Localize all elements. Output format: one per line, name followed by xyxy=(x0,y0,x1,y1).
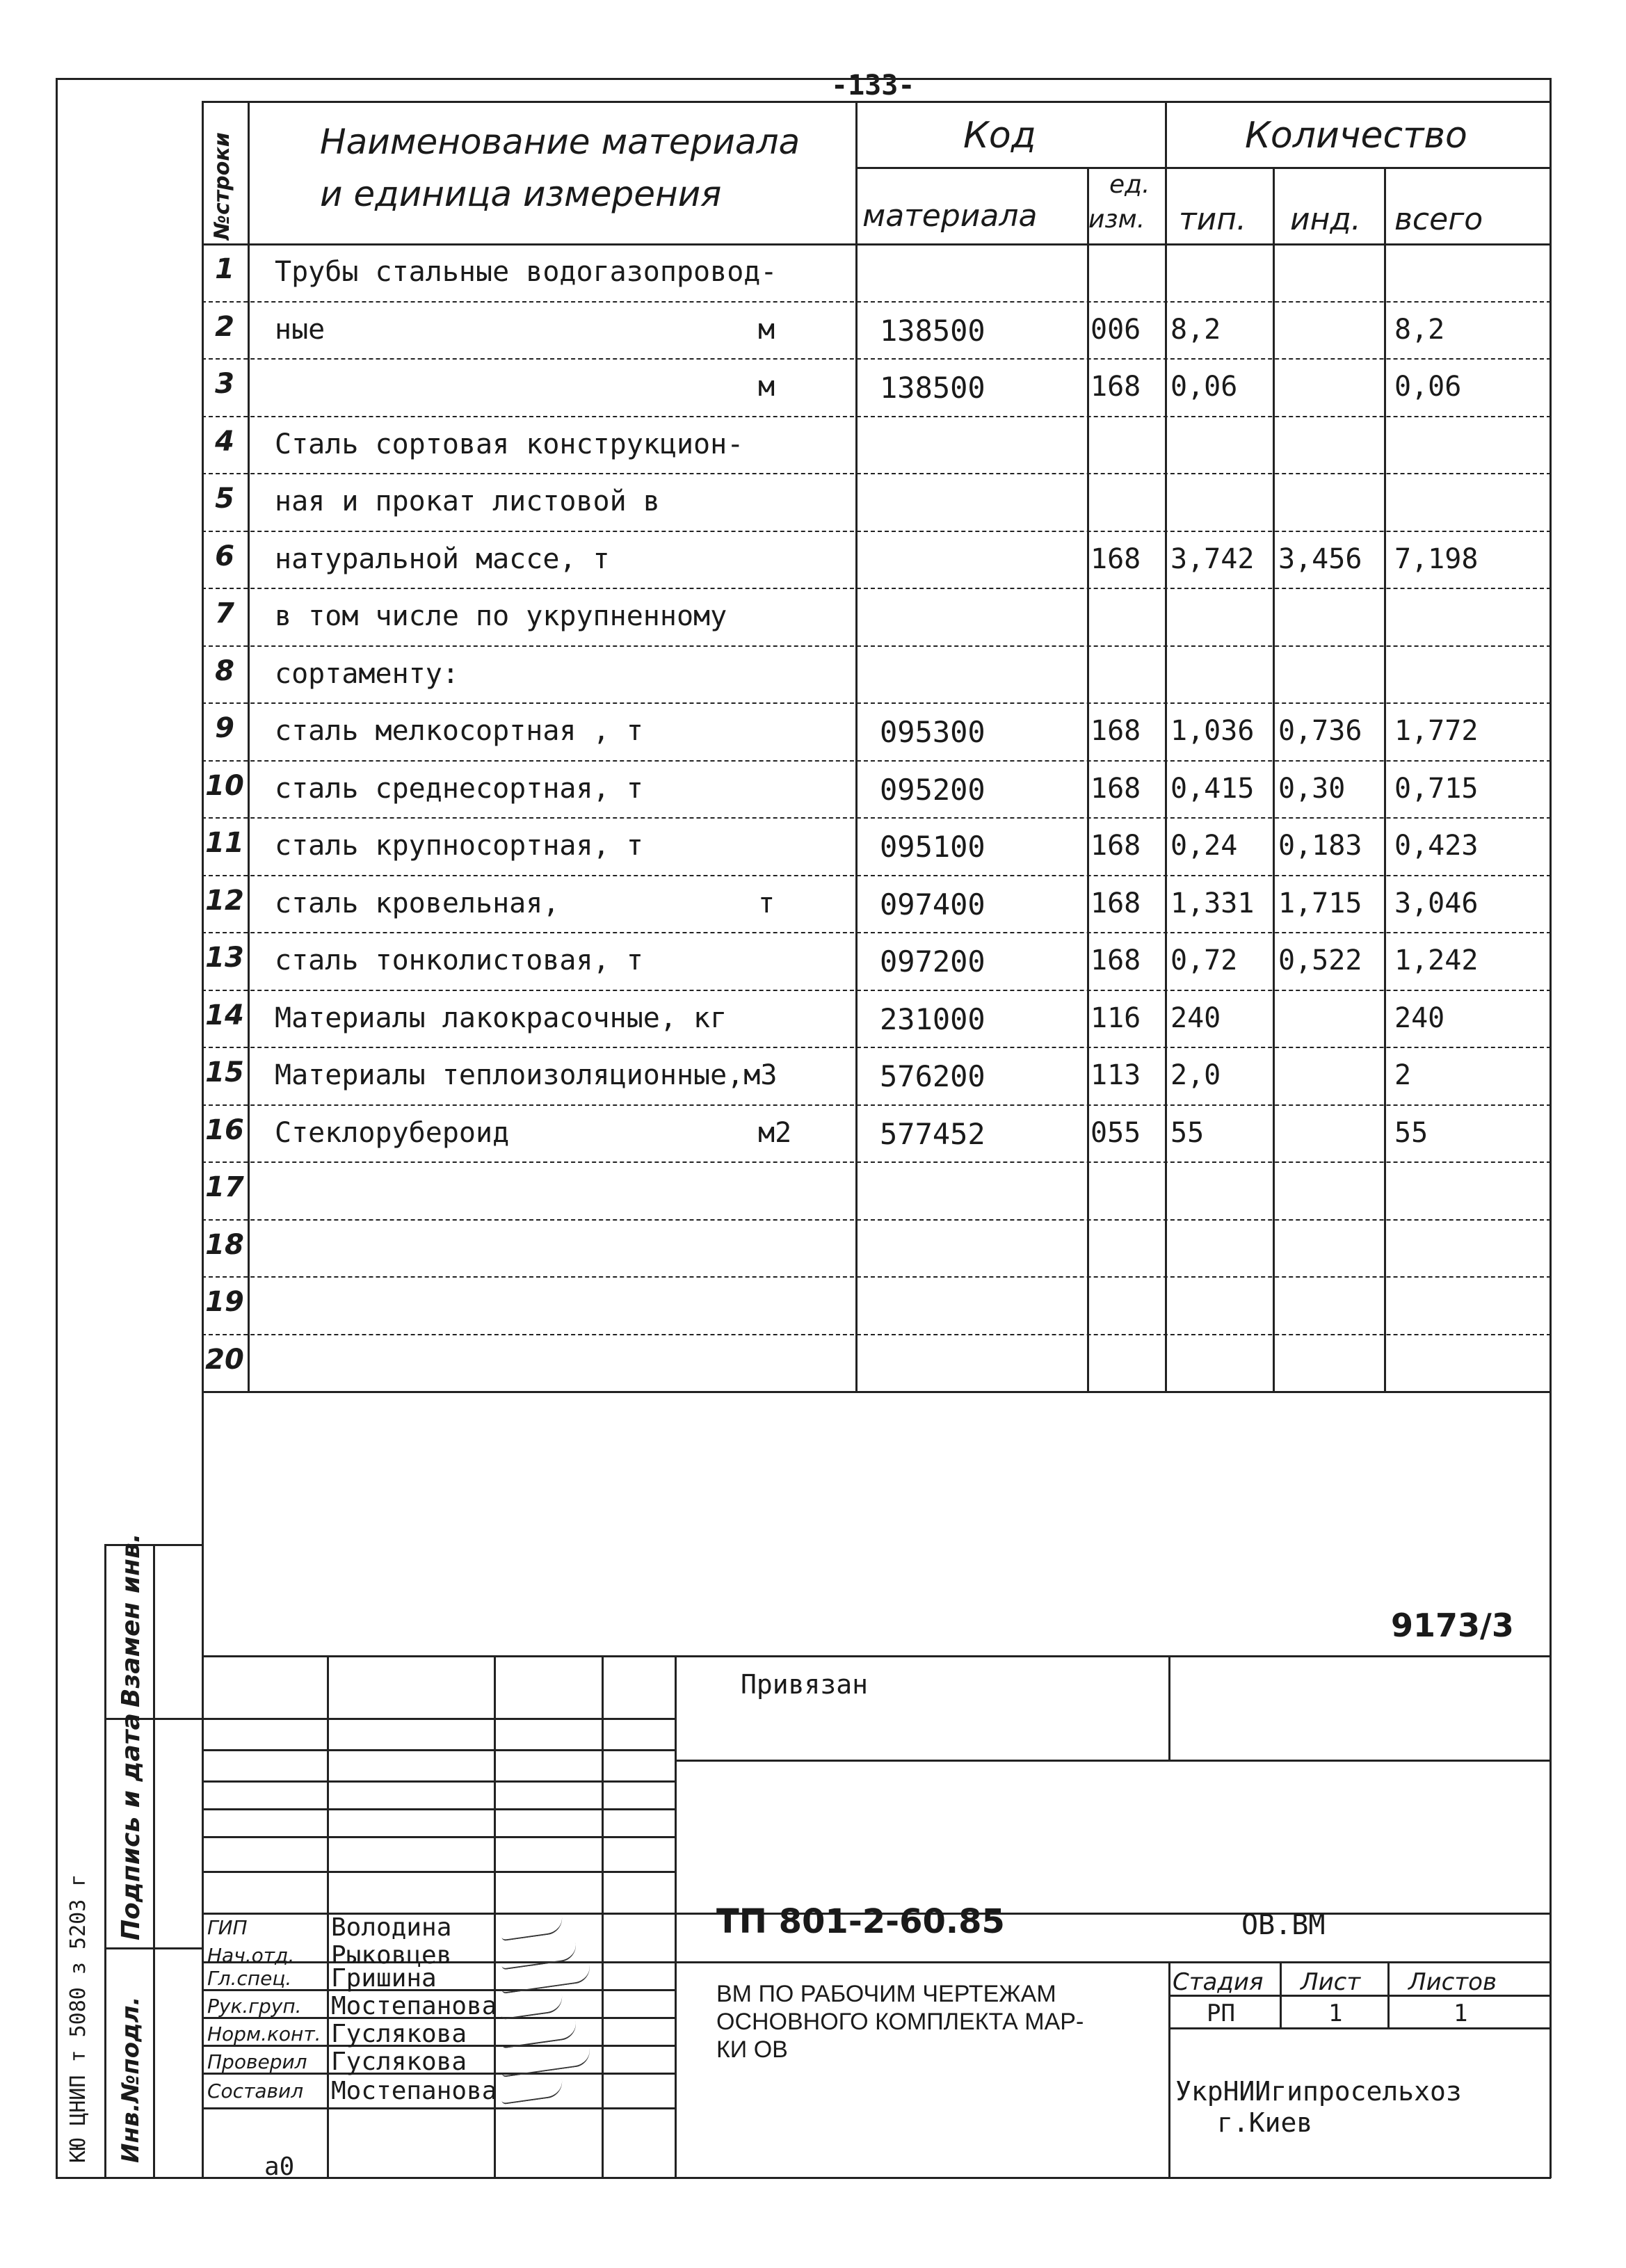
row-total: 240 xyxy=(1394,1002,1445,1034)
row-total: 8,2 xyxy=(1394,313,1445,346)
row-ind: 0,30 xyxy=(1278,772,1346,805)
row-separator xyxy=(202,416,1551,417)
row-separator xyxy=(202,702,1551,704)
row-separator xyxy=(202,1104,1551,1106)
row-name: Сталь сортовая конструкцион- xyxy=(275,428,744,460)
side-strip-sep2 xyxy=(104,1947,202,1949)
stamp-stage: РП xyxy=(1207,2000,1235,2027)
stamp-sheet-label: Лист xyxy=(1301,1968,1361,1996)
stamp-stage-bottom xyxy=(1168,2027,1551,2029)
row-number: 10 xyxy=(205,769,244,802)
row-total: 0,06 xyxy=(1394,371,1462,403)
row-typ: 3,742 xyxy=(1170,542,1255,575)
row-number: 4 xyxy=(215,425,234,458)
row-total: 0,423 xyxy=(1394,830,1479,862)
stamp-sheets: 1 xyxy=(1454,2000,1468,2027)
row-separator xyxy=(202,932,1551,933)
side-strip-line1 xyxy=(104,1544,106,2177)
row-name: Материалы теплоизоляционные,м3 xyxy=(275,1059,778,1091)
table-top-border xyxy=(202,101,1551,103)
stamp-stage-label: Стадия xyxy=(1173,1968,1264,1996)
row-separator xyxy=(202,1334,1551,1335)
stamp-col-privyazan xyxy=(1168,1655,1170,1760)
row-total: 0,715 xyxy=(1394,772,1479,805)
row-code: 138500 xyxy=(880,313,985,348)
row-separator xyxy=(202,301,1551,303)
stamp-person-role: ГИП xyxy=(207,1916,248,1939)
row-ind: 0,736 xyxy=(1278,715,1362,747)
stamp-col-name xyxy=(327,1655,329,2177)
row-ed: 006 xyxy=(1090,313,1141,346)
row-number: 18 xyxy=(205,1228,244,1261)
row-ed: 168 xyxy=(1090,772,1141,805)
signature-scribble xyxy=(500,1916,564,1941)
row-number: 11 xyxy=(205,827,244,859)
stamp-col-sheet xyxy=(1280,1961,1282,2027)
row-name: сталь тонколистовая, т xyxy=(275,944,643,976)
row-number: 14 xyxy=(205,999,244,1031)
side-strip-line2 xyxy=(153,1544,155,2177)
row-code: 097400 xyxy=(880,887,985,922)
side-inv: Инв.№подл. xyxy=(117,1996,145,2163)
row-name: сталь крупносортная, т xyxy=(275,830,643,862)
row-number: 3 xyxy=(215,368,234,400)
footer-mark: а0 xyxy=(264,2153,295,2181)
stamp-person-role: Гл.спец. xyxy=(207,1967,292,1990)
row-total: 2 xyxy=(1394,1059,1412,1091)
row-typ: 1,036 xyxy=(1170,715,1255,747)
row-total: 3,046 xyxy=(1394,887,1479,919)
frame-left xyxy=(56,78,58,2178)
stamp-title-line2: ОСНОВНОГО КОМПЛЕКТА МАР- xyxy=(716,2009,1084,2035)
row-typ: 0,415 xyxy=(1170,772,1255,805)
row-number: 12 xyxy=(205,884,244,917)
row-code: 097200 xyxy=(880,944,985,979)
row-separator xyxy=(202,817,1551,819)
stamp-person-role: Норм.конт. xyxy=(207,2022,321,2045)
header-mid xyxy=(855,167,1551,169)
col-typ xyxy=(1165,101,1167,1391)
row-code: 576200 xyxy=(880,1059,985,1093)
row-total: 1,772 xyxy=(1394,715,1479,747)
stamp-person-name: Мостепанова xyxy=(331,2077,497,2105)
stamp-top xyxy=(202,1655,1551,1657)
row-unit: т xyxy=(758,887,775,919)
row-number: 13 xyxy=(205,942,244,974)
row-typ: 8,2 xyxy=(1170,313,1221,346)
stamp-person-name: Володина xyxy=(331,1913,452,1942)
side-podpis: Подпись и дата xyxy=(117,1713,145,1940)
row-unit: м xyxy=(758,313,775,346)
table-bottom xyxy=(202,1391,1551,1393)
row-number: 7 xyxy=(215,597,234,629)
row-code: 095300 xyxy=(880,715,985,749)
stamp-sheets-label: Листов xyxy=(1408,1968,1497,1996)
row-ind: 3,456 xyxy=(1278,542,1362,575)
row-code: 231000 xyxy=(880,1002,985,1036)
row-ed: 055 xyxy=(1090,1116,1141,1149)
row-separator xyxy=(202,1219,1551,1221)
row-name: Трубы стальные водогазопровод- xyxy=(275,256,778,288)
stamp-person-role: Составил xyxy=(207,2080,304,2102)
stamp-title-line1: ВМ ПО РАБОЧИМ ЧЕРТЕЖАМ xyxy=(716,1981,1056,2007)
stamp-section: ОВ.ВМ xyxy=(1241,1909,1326,1941)
row-ed: 168 xyxy=(1090,944,1141,976)
stamp-left-row3 xyxy=(202,1780,675,1783)
header-row-no: №строки xyxy=(210,132,234,240)
stamp-col-date xyxy=(602,1655,604,2177)
row-name: сталь кровельная, xyxy=(275,887,560,919)
row-ind: 0,183 xyxy=(1278,830,1362,862)
row-unit: м xyxy=(758,371,775,403)
stamp-person-role: Нач.отд. xyxy=(207,1944,295,1967)
stamp-person-name: Мостепанова xyxy=(331,1992,497,2020)
stamp-person-name: Рыковцев xyxy=(331,1941,452,1970)
row-typ: 2,0 xyxy=(1170,1059,1221,1091)
row-number: 6 xyxy=(215,540,234,572)
row-name: сталь среднесортная, т xyxy=(275,772,643,805)
stamp-people-row7 xyxy=(202,2107,675,2109)
row-name: в том числе по укрупненному xyxy=(275,600,727,632)
stamp-left-row5 xyxy=(202,1836,675,1838)
col-rownum xyxy=(248,101,250,1391)
signature-scribble xyxy=(500,2080,564,2105)
frame-right xyxy=(1549,78,1552,2178)
row-number: 1 xyxy=(215,253,234,285)
row-number: 17 xyxy=(205,1171,244,1203)
header-ind: инд. xyxy=(1290,202,1361,237)
row-name: ные xyxy=(275,313,325,346)
row-separator xyxy=(202,473,1551,474)
row-total: 7,198 xyxy=(1394,542,1479,575)
side-vzam: Взамен инв. xyxy=(117,1533,145,1707)
header-name-line2: и единица измерения xyxy=(320,174,722,214)
row-typ: 0,06 xyxy=(1170,371,1238,403)
row-separator xyxy=(202,760,1551,762)
stamp-col-sheets xyxy=(1387,1961,1390,2027)
signature-scribble xyxy=(500,1995,564,2020)
stamp-col-main xyxy=(675,1655,677,2177)
row-separator xyxy=(202,645,1551,647)
row-number: 15 xyxy=(205,1056,244,1088)
row-total: 1,242 xyxy=(1394,944,1479,976)
row-name: ная и прокат листовой в xyxy=(275,485,660,517)
stamp-person-role: Проверил xyxy=(207,2050,307,2073)
stamp-person-name: Гуслякова xyxy=(331,2020,467,2048)
col-unit xyxy=(1087,167,1089,1391)
stamp-col-stage xyxy=(1168,1961,1170,2177)
row-ed: 168 xyxy=(1090,715,1141,747)
row-ed: 168 xyxy=(1090,830,1141,862)
row-typ: 1,331 xyxy=(1170,887,1255,919)
row-ed: 168 xyxy=(1090,887,1141,919)
row-name: натуральной массе, т xyxy=(275,542,610,575)
row-typ: 0,72 xyxy=(1170,944,1238,976)
row-ed: 116 xyxy=(1090,1002,1141,1034)
header-name-line1: Наименование материала xyxy=(320,122,800,162)
stamp-person-role: Рук.груп. xyxy=(207,1995,302,2018)
frame-top xyxy=(56,78,1551,80)
row-code: 577452 xyxy=(880,1116,985,1151)
row-ed: 168 xyxy=(1090,542,1141,575)
side-print-code: КЮ ЦНИП т 5080 з 5203 г xyxy=(66,1874,90,2163)
header-unit-line2: изм. xyxy=(1088,205,1145,234)
row-code: 095100 xyxy=(880,830,985,864)
row-typ: 0,24 xyxy=(1170,830,1238,862)
doc-number: 9173/3 xyxy=(1391,1607,1514,1644)
header-code: Код xyxy=(963,115,1036,156)
row-number: 2 xyxy=(215,310,234,343)
header-quantity: Количество xyxy=(1245,115,1467,156)
row-ind: 0,522 xyxy=(1278,944,1362,976)
row-code: 138500 xyxy=(880,371,985,405)
stamp-person-name: Гришина xyxy=(331,1964,437,1993)
stamp-org-line2: г.Киев xyxy=(1217,2107,1313,2138)
header-unit-line1: ед. xyxy=(1109,170,1150,199)
row-name: Материалы лакокрасочные, кг xyxy=(275,1002,727,1034)
row-separator xyxy=(202,1276,1551,1278)
row-separator xyxy=(202,990,1551,991)
row-total: 55 xyxy=(1394,1116,1428,1149)
row-code: 095200 xyxy=(880,772,985,807)
col-code xyxy=(855,101,858,1391)
row-ed: 113 xyxy=(1090,1059,1141,1091)
header-bottom xyxy=(202,243,1551,246)
side-strip-right xyxy=(202,1544,204,2177)
header-total: всего xyxy=(1394,202,1483,237)
row-ind: 1,715 xyxy=(1278,887,1362,919)
page-number: -133- xyxy=(831,70,915,102)
stamp-person-name: Гуслякова xyxy=(331,2048,467,2076)
row-name: сталь мелкосортная , т xyxy=(275,715,643,747)
row-number: 16 xyxy=(205,1113,244,1146)
stamp-right-row1 xyxy=(675,1760,1551,1762)
row-typ: 55 xyxy=(1170,1116,1205,1149)
row-separator xyxy=(202,1161,1551,1163)
stamp-title-line3: КИ ОВ xyxy=(716,2036,788,2063)
stamp-sheet: 1 xyxy=(1328,2000,1343,2027)
stamp-org-line1: УкрНИИгипросельхоз xyxy=(1175,2076,1462,2107)
stamp-designation: ТП 801-2-60.85 xyxy=(716,1902,1005,1941)
row-unit: м2 xyxy=(758,1116,792,1149)
row-name: Стеклорубероид xyxy=(275,1116,510,1149)
signature-scribble xyxy=(500,1943,578,1970)
row-typ: 240 xyxy=(1170,1002,1221,1034)
header-material: материала xyxy=(862,198,1038,234)
row-number: 5 xyxy=(215,483,234,515)
row-number: 19 xyxy=(205,1286,244,1318)
row-number: 9 xyxy=(215,712,234,744)
row-separator xyxy=(202,358,1551,360)
row-name: сортаменту: xyxy=(275,657,459,690)
row-number: 8 xyxy=(215,654,234,687)
col-total xyxy=(1384,167,1386,1391)
row-separator xyxy=(202,875,1551,876)
header-typ: тип. xyxy=(1179,202,1246,237)
row-separator xyxy=(202,531,1551,532)
stamp-left-row6 xyxy=(202,1871,675,1873)
row-number: 20 xyxy=(205,1343,244,1376)
row-ed: 168 xyxy=(1090,371,1141,403)
row-separator xyxy=(202,588,1551,589)
col-ind xyxy=(1273,167,1275,1391)
stamp-privyazan: Привязан xyxy=(741,1669,869,1700)
row-separator xyxy=(202,1047,1551,1048)
stamp-left-row4 xyxy=(202,1808,675,1810)
stamp-left-row2 xyxy=(202,1749,675,1751)
stamp-left-row1 xyxy=(202,1718,675,1720)
